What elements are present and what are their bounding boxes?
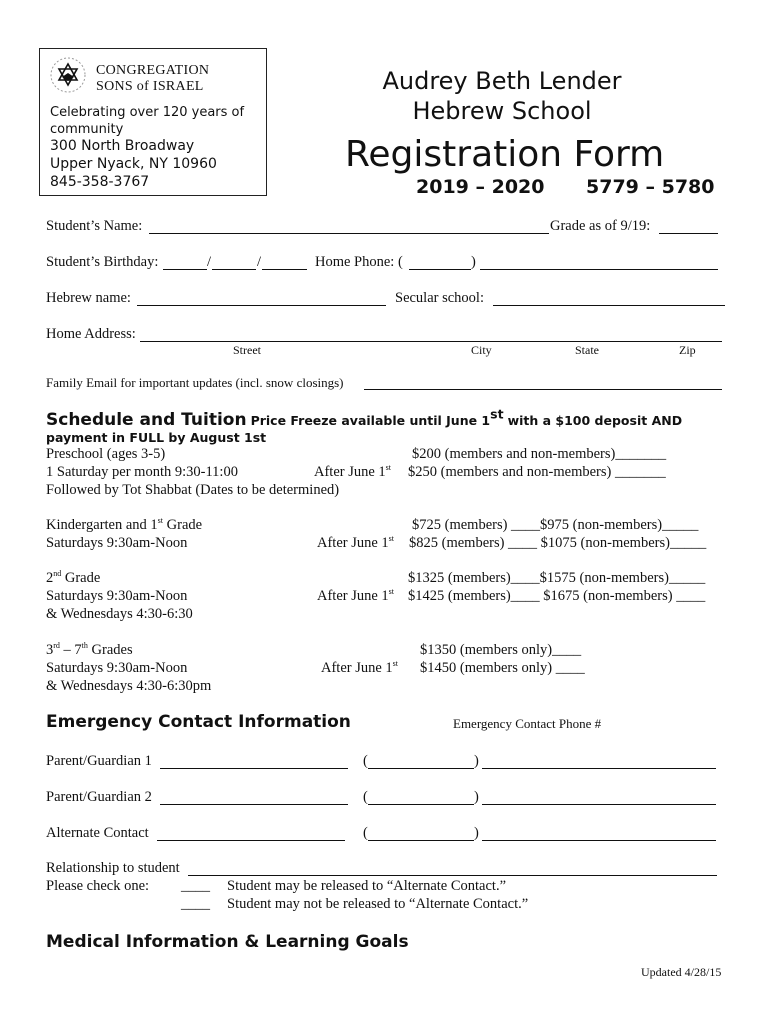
- alternate-contact-label: Alternate Contact: [46, 825, 149, 841]
- schedule-heading: [46, 406, 683, 430]
- alternate-area-code-field[interactable]: [368, 840, 474, 841]
- price-freeze-note-rest: with a $100 deposit AND: [507, 413, 683, 428]
- state-caption: State: [575, 343, 599, 357]
- preschool-price: $200 (members and non-members)_______: [412, 446, 667, 462]
- second-grade-after-label: [317, 588, 394, 605]
- medical-heading: Medical Information & Learning Goals: [46, 932, 409, 952]
- home-address-label: Home Address:: [46, 326, 136, 342]
- paren-close: ): [471, 254, 476, 270]
- emergency-heading: Emergency Contact Information: [46, 712, 351, 732]
- third-seventh-after-label: [321, 660, 398, 677]
- congregation-info-box: [39, 48, 267, 196]
- grade-field[interactable]: [659, 233, 718, 234]
- parent2-area-code-field[interactable]: [368, 804, 474, 805]
- price-freeze-note: Price Freeze available until June 1: [250, 413, 491, 428]
- parent2-name-field[interactable]: [160, 804, 348, 805]
- second-grade-title: [46, 570, 100, 587]
- alternate-contact-name-field[interactable]: [157, 840, 345, 841]
- year-hebrew: 5779 – 5780: [586, 176, 715, 198]
- after-june-text: After June 1: [317, 588, 389, 604]
- slash: /: [207, 254, 212, 270]
- sup-th: th: [81, 641, 88, 651]
- sup-rd: rd: [53, 641, 60, 651]
- second-grade-num: 2: [46, 570, 54, 586]
- kindergarten-price-late: $825 (members) ____ $1075 (non-members)_____: [409, 535, 707, 551]
- release-option2-label: Student may not be released to “Alternate Contact.”: [227, 896, 529, 912]
- grade-label: Grade as of 9/19:: [550, 218, 651, 234]
- secular-school-label: Secular school:: [395, 290, 484, 306]
- paren-open: (: [363, 789, 368, 805]
- third-seventh-price: $1350 (members only)____: [420, 642, 582, 658]
- paren-close: ): [474, 753, 479, 769]
- school-name-line2: Hebrew School: [412, 97, 592, 125]
- parent2-phone-field[interactable]: [482, 804, 716, 805]
- birthday-label: Student’s Birthday:: [46, 254, 159, 270]
- relationship-field[interactable]: [188, 875, 717, 876]
- parent1-area-code-field[interactable]: [368, 768, 474, 769]
- updated-date: Updated 4/28/15: [641, 965, 722, 979]
- schedule-heading-text: Schedule and Tuition: [46, 410, 247, 430]
- third-seventh-schedule-2: & Wednesdays 4:30-6:30pm: [46, 678, 212, 694]
- price-freeze-note-line2: payment in FULL by August 1st: [46, 430, 267, 445]
- seventh-num: – 7: [63, 642, 82, 658]
- preschool-title: Preschool (ages 3-5): [46, 446, 166, 462]
- address-line2: Upper Nyack, NY 10960: [50, 156, 217, 172]
- birthday-month-field[interactable]: [163, 269, 207, 270]
- kindergarten-price: $725 (members) ____$975 (non-members)_____: [412, 517, 699, 533]
- home-phone-field[interactable]: [480, 269, 718, 270]
- preschool-price-late: $250 (members and non-members) _______: [408, 464, 666, 480]
- kindergarten-title-grade: Grade: [166, 517, 203, 533]
- address-line1: 300 North Broadway: [50, 138, 195, 154]
- hebrew-name-field[interactable]: [137, 305, 386, 306]
- year-secular: 2019 – 2020: [416, 176, 545, 198]
- second-grade-price-late: $1425 (members)____ $1675 (non-members) ____: [408, 588, 706, 604]
- alternate-phone-field[interactable]: [482, 840, 716, 841]
- parent1-phone-field[interactable]: [482, 768, 716, 769]
- sup-nd: nd: [53, 569, 62, 579]
- kindergarten-schedule: Saturdays 9:30am-Noon: [46, 535, 188, 551]
- paren-close: ): [474, 789, 479, 805]
- zip-caption: Zip: [679, 343, 696, 357]
- secular-school-field[interactable]: [493, 305, 725, 306]
- tagline-2: community: [50, 122, 124, 137]
- release-option1-checkbox[interactable]: ____: [181, 878, 210, 894]
- sup-st: st: [388, 534, 395, 544]
- sup-st: st: [392, 659, 399, 669]
- sup-st: st: [388, 587, 395, 597]
- check-one-label: Please check one:: [46, 878, 150, 894]
- paren-open: (: [363, 825, 368, 841]
- release-option1-label: Student may be released to “Alternate Contact.”: [227, 878, 507, 894]
- kindergarten-title-text: Kindergarten and 1: [46, 517, 158, 533]
- third-num: 3: [46, 642, 54, 658]
- congregation-name-line2: SONS of ISRAEL: [96, 79, 204, 94]
- phone-number: 845-358-3767: [50, 174, 150, 190]
- home-phone-label: Home Phone: (: [315, 254, 403, 270]
- parent2-label: Parent/Guardian 2: [46, 789, 152, 805]
- family-email-field[interactable]: [364, 389, 722, 390]
- birthday-day-field[interactable]: [212, 269, 256, 270]
- page-title: Registration Form: [345, 134, 665, 175]
- sup-st: st: [157, 516, 164, 526]
- student-name-label: Student’s Name:: [46, 218, 143, 234]
- emergency-phone-header: Emergency Contact Phone #: [453, 716, 602, 731]
- second-grade-word: Grade: [64, 570, 101, 586]
- third-seventh-title: [46, 642, 133, 659]
- parent1-label: Parent/Guardian 1: [46, 753, 152, 769]
- kindergarten-after-label: [317, 535, 394, 552]
- price-freeze-sup: st: [490, 406, 504, 422]
- congregation-name-line1: CONGREGATION: [96, 63, 210, 78]
- relationship-label: Relationship to student: [46, 860, 180, 876]
- slash: /: [257, 254, 262, 270]
- paren-open: (: [363, 753, 368, 769]
- release-option2-checkbox[interactable]: ____: [181, 896, 210, 912]
- third-seventh-schedule: Saturdays 9:30am-Noon: [46, 660, 188, 676]
- after-june-text: After June 1: [314, 464, 386, 480]
- parent1-name-field[interactable]: [160, 768, 348, 769]
- street-caption: Street: [233, 343, 261, 357]
- second-grade-schedule-2: & Wednesdays 4:30-6:30: [46, 606, 193, 622]
- preschool-after-label: [314, 464, 391, 481]
- sup-st: st: [385, 463, 392, 473]
- city-caption: City: [471, 343, 492, 357]
- family-email-label: Family Email for important updates (incl. snow closings): [46, 375, 344, 390]
- paren-close: ): [474, 825, 479, 841]
- star-of-david-logo-icon: [48, 55, 88, 95]
- grades-word: Grades: [91, 642, 133, 658]
- third-seventh-price-late: $1450 (members only) ____: [420, 660, 585, 676]
- home-phone-area-field[interactable]: [409, 269, 471, 270]
- home-address-field[interactable]: [140, 341, 722, 342]
- kindergarten-title: [46, 517, 202, 534]
- preschool-schedule: 1 Saturday per month 9:30-11:00: [46, 464, 238, 480]
- tagline: Celebrating over 120 years of: [50, 105, 245, 120]
- after-june-text: After June 1: [317, 535, 389, 551]
- second-grade-schedule: Saturdays 9:30am-Noon: [46, 588, 188, 604]
- after-june-text: After June 1: [321, 660, 393, 676]
- student-name-field[interactable]: [149, 233, 549, 234]
- second-grade-price: $1325 (members)____$1575 (non-members)_____: [408, 570, 706, 586]
- birthday-year-field[interactable]: [262, 269, 307, 270]
- hebrew-name-label: Hebrew name:: [46, 290, 131, 306]
- preschool-note: Followed by Tot Shabbat (Dates to be determined): [46, 482, 340, 498]
- school-name-line1: Audrey Beth Lender: [382, 67, 622, 95]
